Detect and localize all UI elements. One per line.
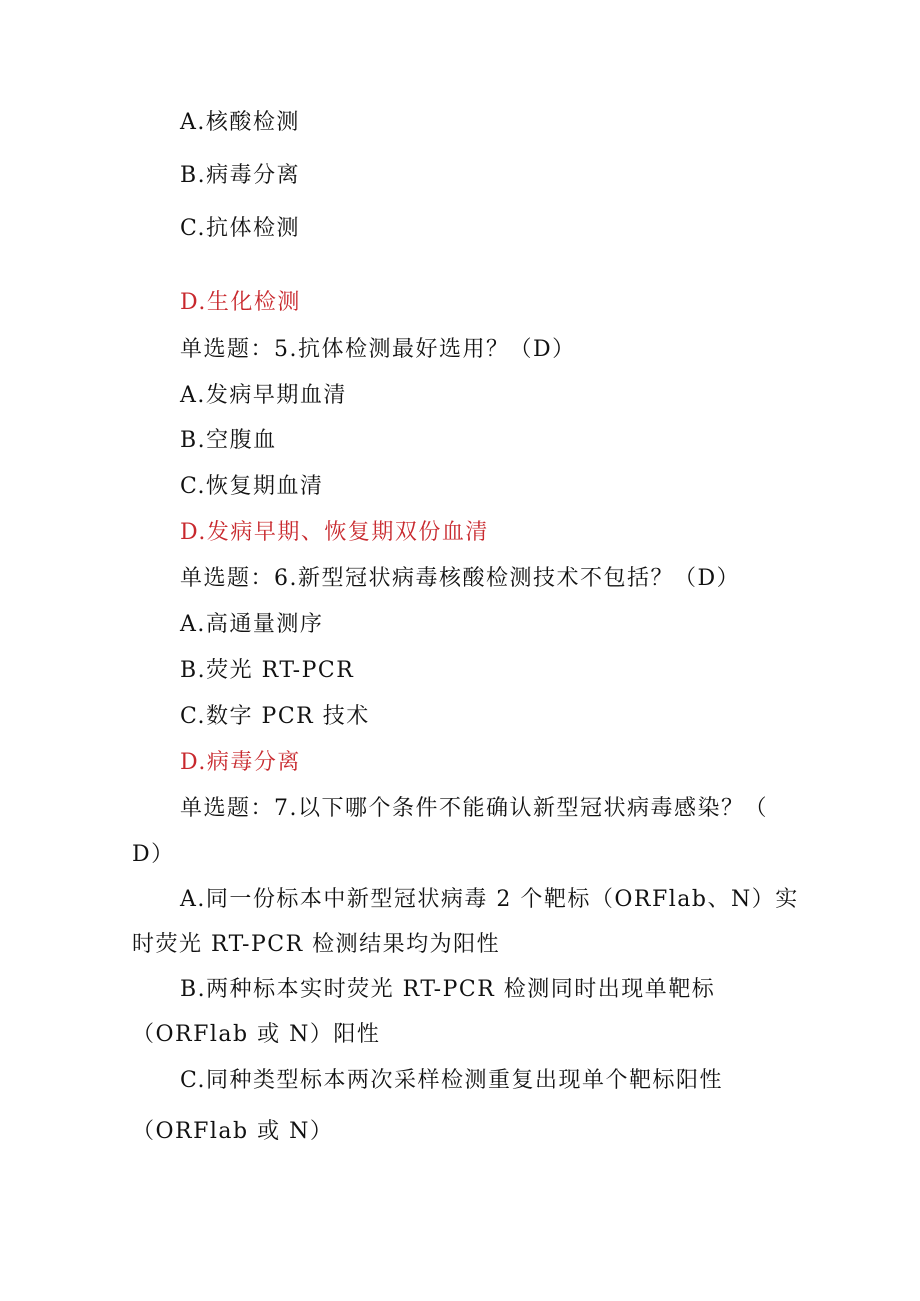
q4-option-d-answer: D.生化检测: [180, 290, 301, 315]
q7-option-c-line1: C.同种类型标本两次采样检测重复出现单个靶标阳性: [180, 1068, 724, 1093]
q5-option-a: A.发病早期血清: [180, 383, 347, 408]
q4-option-b: B.病毒分离: [180, 163, 301, 188]
q6-option-c: C.数字 PCR 技术: [180, 704, 370, 729]
q4-option-c: C.抗体检测: [180, 216, 301, 241]
q7-option-b-line1: B.两种标本实时荧光 RT-PCR 检测同时出现单靶标: [180, 977, 716, 1002]
q7-option-b-line2: （ORFlab 或 N）阳性: [132, 1022, 381, 1047]
q5-question: 单选题：5.抗体检测最好选用？（D）: [180, 337, 576, 362]
q7-question-line2: D）: [132, 842, 175, 867]
q4-option-a: A.核酸检测: [180, 110, 300, 135]
q7-option-a-line2: 时荧光 RT-PCR 检测结果均为阳性: [132, 932, 501, 957]
q5-option-d-answer: D.发病早期、恢复期双份血清: [180, 520, 489, 545]
q6-question: 单选题：6.新型冠状病毒核酸检测技术不包括？（D）: [180, 566, 741, 591]
q6-option-a: A.高通量测序: [180, 612, 324, 637]
q5-option-c: C.恢复期血清: [180, 474, 324, 499]
q7-option-c-line2: （ORFlab 或 N）: [132, 1119, 334, 1144]
q7-option-a-line1: A.同一份标本中新型冠状病毒 2 个靶标（ORFlab、N）实: [180, 887, 799, 912]
q6-option-b: B.荧光 RT-PCR: [180, 658, 355, 683]
q6-option-d-answer: D.病毒分离: [180, 750, 301, 775]
q7-question-line1: 单选题：7.以下哪个条件不能确认新型冠状病毒感染？（: [180, 796, 768, 821]
q5-option-b: B.空腹血: [180, 428, 277, 453]
